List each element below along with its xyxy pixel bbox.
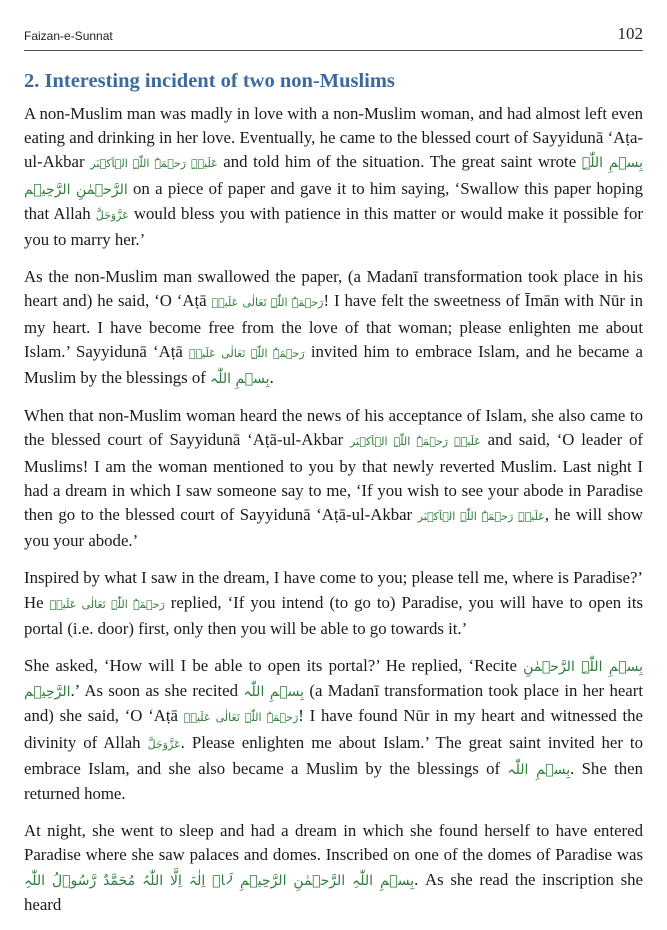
text-run: She asked, ‘How will I be able to open its portal?’ He replied, ‘Recite bbox=[24, 656, 524, 676]
section-heading: 2. Interesting incident of two non-Muslims bbox=[24, 70, 395, 92]
running-header bbox=[24, 22, 643, 51]
text-run: (a Madanī transformation took place in her heart and) she said, ‘O ‘Aṭā bbox=[24, 681, 643, 726]
arabic-honorific: رَحۡمَۃُ اللّٰہِ تَعَالٰی عَلَیۡہ bbox=[188, 346, 305, 360]
arabic-honorific: رَحۡمَۃُ اللّٰہِ تَعَالٰی عَلَیۡہ bbox=[183, 711, 299, 725]
text-run: invited him to embrace Islam, and he became a Muslim by the blessings of bbox=[24, 341, 643, 388]
arabic-azza-wa-jal: عَزَّوَجَلَّ bbox=[147, 737, 181, 751]
arabic-bismillah-short: بِسۡمِ اللّٰہ bbox=[210, 371, 270, 388]
arabic-honorific: عَلَیۡہِ رَحۡمَۃُ اللّٰہِ الۡاَکۡبَر bbox=[349, 435, 481, 449]
text-run: Inspired by what I saw in the dream, I have come to you; please tell me, where is Paradise?’ He bbox=[24, 568, 643, 612]
text-run: As the non-Muslim man swallowed the paper, (a Madanī transformation took place in his heart and) he said, ‘O ‘Aṭā bbox=[24, 267, 643, 311]
paragraph-3 bbox=[24, 404, 643, 553]
text-run: on a piece of paper and gave it to him saying, ‘Swallow this paper hoping that Allah bbox=[24, 178, 643, 223]
arabic-honorific: عَلَیۡہِ رَحۡمَۃُ اللّٰہِ الۡاَکۡبَر bbox=[417, 510, 545, 524]
text-run: . As she read the inscription she heard bbox=[24, 869, 643, 914]
body-text bbox=[24, 102, 643, 930]
text-run: . bbox=[269, 368, 274, 388]
arabic-bismillah-short: بِسۡمِ اللّٰہ bbox=[507, 761, 571, 778]
arabic-honorific: رَحۡمَۃُ اللّٰہِ تَعَالٰی عَلَیۡہ bbox=[49, 597, 165, 611]
text-run: .’ As soon as she recited bbox=[70, 681, 244, 701]
arabic-bismillah-short: بِسۡمِ اللّٰہ bbox=[243, 684, 305, 701]
paragraph-2 bbox=[24, 265, 643, 391]
arabic-honorific: عَلَیۡہِ رَحۡمَۃُ اللّٰہِ الۡاَکۡبَر bbox=[90, 157, 218, 171]
text-run: replied, ‘If you intend (to go to) Paradise, you will have to open its portal (i.e. door) first, only then you will be able to go towards it.’ bbox=[24, 592, 644, 638]
text-run: When that non-Muslim woman heard the news of his acceptance of Islam, she also came to the blessed court of Sayyidunā ‘Aṭā-ul-Akbar bbox=[24, 406, 643, 450]
text-run: At night, she went to sleep and had a dream in which she found herself to have entered Paradise where she saw palaces and domes. Inscribed on one of the domes of Paradise was bbox=[24, 821, 643, 865]
text-run: ! I have felt the sweetness of Īmān with Nūr in my heart. I have become free from the love of that woman; please enlighten me about Islam.’ Sayyidunā ‘Aṭā bbox=[24, 291, 643, 361]
text-run: and told him of the situation. The great saint wrote bbox=[217, 152, 582, 172]
book-title: Faizan-e-Sunnat bbox=[24, 29, 113, 43]
paragraph-1 bbox=[24, 102, 643, 252]
arabic-honorific: رَحۡمَۃُ اللّٰہِ تَعَالٰی عَلَیۡہ bbox=[211, 296, 324, 310]
arabic-azza-wa-jal: عَزَّوَجَلَّ bbox=[95, 208, 129, 222]
text-run: and said, ‘O leader of Muslims! I am the woman mentioned to you by that newly reverted Muslim. Last night I had a dream in which I saw someone say to me, ‘If you wish to see your abode in Paradise then go to the blessed court of Sayyidunā ‘Aṭā-ul-Akbar bbox=[24, 430, 643, 525]
text-run: . She then returned home. bbox=[24, 758, 643, 804]
arabic-inscription: بِسۡمِ اللّٰہِ الرَّحۡمٰنِ الرَّحِیۡمِ لَاۤ اِلٰہَ اِلَّا اللّٰہُ مُحَمَّدٌ رَّسُوۡلُ اللّٰہِ bbox=[24, 872, 415, 889]
paragraph-5 bbox=[24, 654, 643, 806]
text-run: would bless you with patience in this matter or would make it possible for you to marry her.’ bbox=[24, 203, 643, 250]
paragraph-4 bbox=[24, 566, 643, 641]
arabic-bismillah: بِسۡمِ اللّٰہِ الرَّحۡمٰنِ الرَّحِیۡم bbox=[24, 659, 644, 701]
paragraph-6 bbox=[24, 819, 643, 917]
arabic-bismillah: بِسۡمِ اللّٰہِ الرَّحۡمٰنِ الرَّحِیۡم bbox=[24, 155, 643, 198]
text-run: A non-Muslim man was madly in love with a non-Muslim woman, and had almost left even eating and drinking in her love. Eventually, he came to the blessed court of Sayyidunā ‘Aṭa-ul-Akbar bbox=[24, 104, 643, 172]
page-number: 102 bbox=[617, 24, 643, 43]
text-run: ! I have found Nūr in my heart and witnessed the divinity of Allah bbox=[24, 706, 643, 752]
text-run: , he will show you your abode.’ bbox=[24, 505, 643, 551]
text-run: . Please enlighten me about Islam.’ The great saint invited her to embrace Islam, and she also became a Muslim by the blessings of bbox=[24, 732, 643, 778]
